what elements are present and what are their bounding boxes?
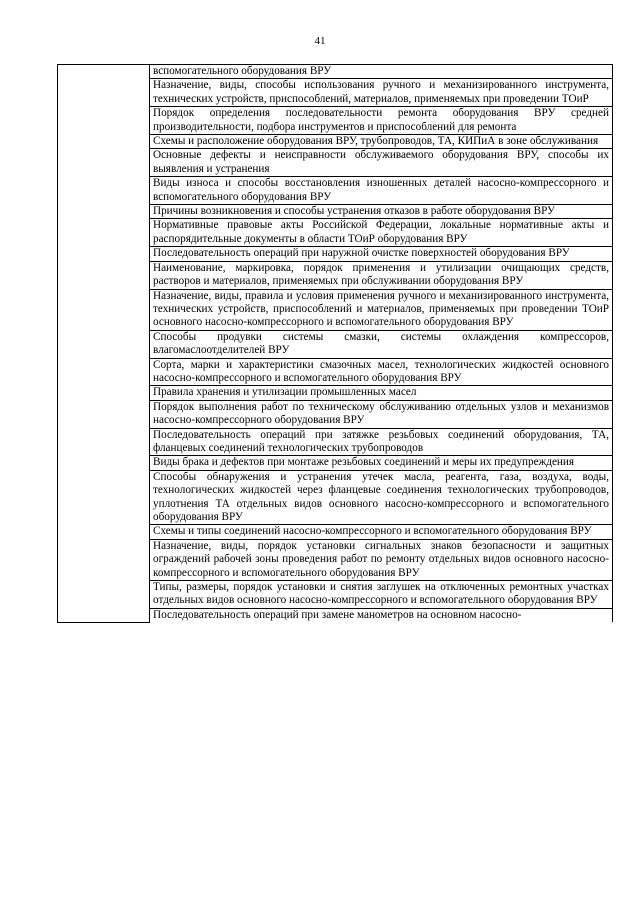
table-cell: Порядок выполнения работ по техническому обслуживанию отдельных узлов и механизмов насосно-компрессорного оборудования ВРУ: [150, 400, 613, 428]
table-cell: Назначение, виды, правила и условия применения ручного и механизированного инструмента, технических устройств, приспособлений и материалов, применяемых при проведении ТОиР основного насосно-компрессорного и вспомогательного оборудования ВРУ: [150, 289, 613, 330]
left-column-cell: [58, 65, 150, 623]
table-cell: вспомогательного оборудования ВРУ: [150, 65, 613, 79]
table-cell: Наименование, маркировка, порядок применения и утилизации очищающих средств, растворов и материалов, применяемых при обслуживании оборудования ВРУ: [150, 261, 613, 289]
table-cell: Последовательность операций при наружной очистке поверхностей оборудования ВРУ: [150, 247, 613, 261]
table-cell: Сорта, марки и характеристики смазочных масел, технологических жидкостей основного насосно-компрессорного и вспомогательного оборудования ВРУ: [150, 358, 613, 386]
table-cell: Основные дефекты и неисправности обслуживаемого оборудования ВРУ, способы их выявления и устранения: [150, 149, 613, 177]
table-cell: Типы, размеры, порядок установки и снятия заглушек на отключенных ремонтных участках отдельных видов основного насосно-компрессорного и вспомогательного оборудования ВРУ: [150, 581, 613, 609]
requirements-table: [57, 64, 613, 623]
table-cell: Виды износа и способы восстановления изношенных деталей насосно-компрессорного и вспомогательного оборудования ВРУ: [150, 177, 613, 205]
table-cell: Схемы и типы соединений насосно-компрессорного и вспомогательного оборудования ВРУ: [150, 525, 613, 539]
table-cell: Нормативные правовые акты Российской Федерации, локальные нормативные акты и распорядительные документы в области ТОиР оборудования ВРУ: [150, 219, 613, 247]
table-cell: Способы продувки системы смазки, системы охлаждения компрессоров, влагомаслоотделителей ВРУ: [150, 330, 613, 358]
table-cell: Назначение, виды, порядок установки сигнальных знаков безопасности и защитных ограждений рабочей зоны проведения работ по ремонту отдельных видов основного насосно-компрессорного и вспомогательного оборудования ВРУ: [150, 539, 613, 580]
page-number: 41: [314, 35, 326, 47]
table-cell: Последовательность операций при замене манометров на основном насосно-: [150, 608, 613, 622]
table-cell: Правила хранения и утилизации промышленных масел: [150, 386, 613, 400]
table-cell: Способы обнаружения и устранения утечек масла, реагента, газа, воздуха, воды, технологических жидкостей через фланцевые соединения технологических трубопроводов, уплотнения ТА отдельных видов основного насосно-компрессорного и вспомогательного оборудования ВРУ: [150, 470, 613, 525]
table-cell: Виды брака и дефектов при монтаже резьбовых соединений и меры их предупреждения: [150, 456, 613, 470]
table-cell: Схемы и расположение оборудования ВРУ, трубопроводов, ТА, КИПиА в зоне обслуживания: [150, 135, 613, 149]
table-cell: Назначение, виды, способы использования ручного и механизированного инструмента, технических устройств, приспособлений, материалов, применяемых при проведении ТОиР: [150, 79, 613, 107]
table-cell: Причины возникновения и способы устранения отказов в работе оборудования ВРУ: [150, 205, 613, 219]
table-row: [58, 65, 613, 79]
table-cell: Последовательность операций при затяжке резьбовых соединений оборудования, ТА, фланцевых соединений технологических трубопроводов: [150, 428, 613, 456]
table-cell: Порядок определения последовательности ремонта оборудования ВРУ средней производительности, подбора инструментов и приспособлений для ремонта: [150, 107, 613, 135]
